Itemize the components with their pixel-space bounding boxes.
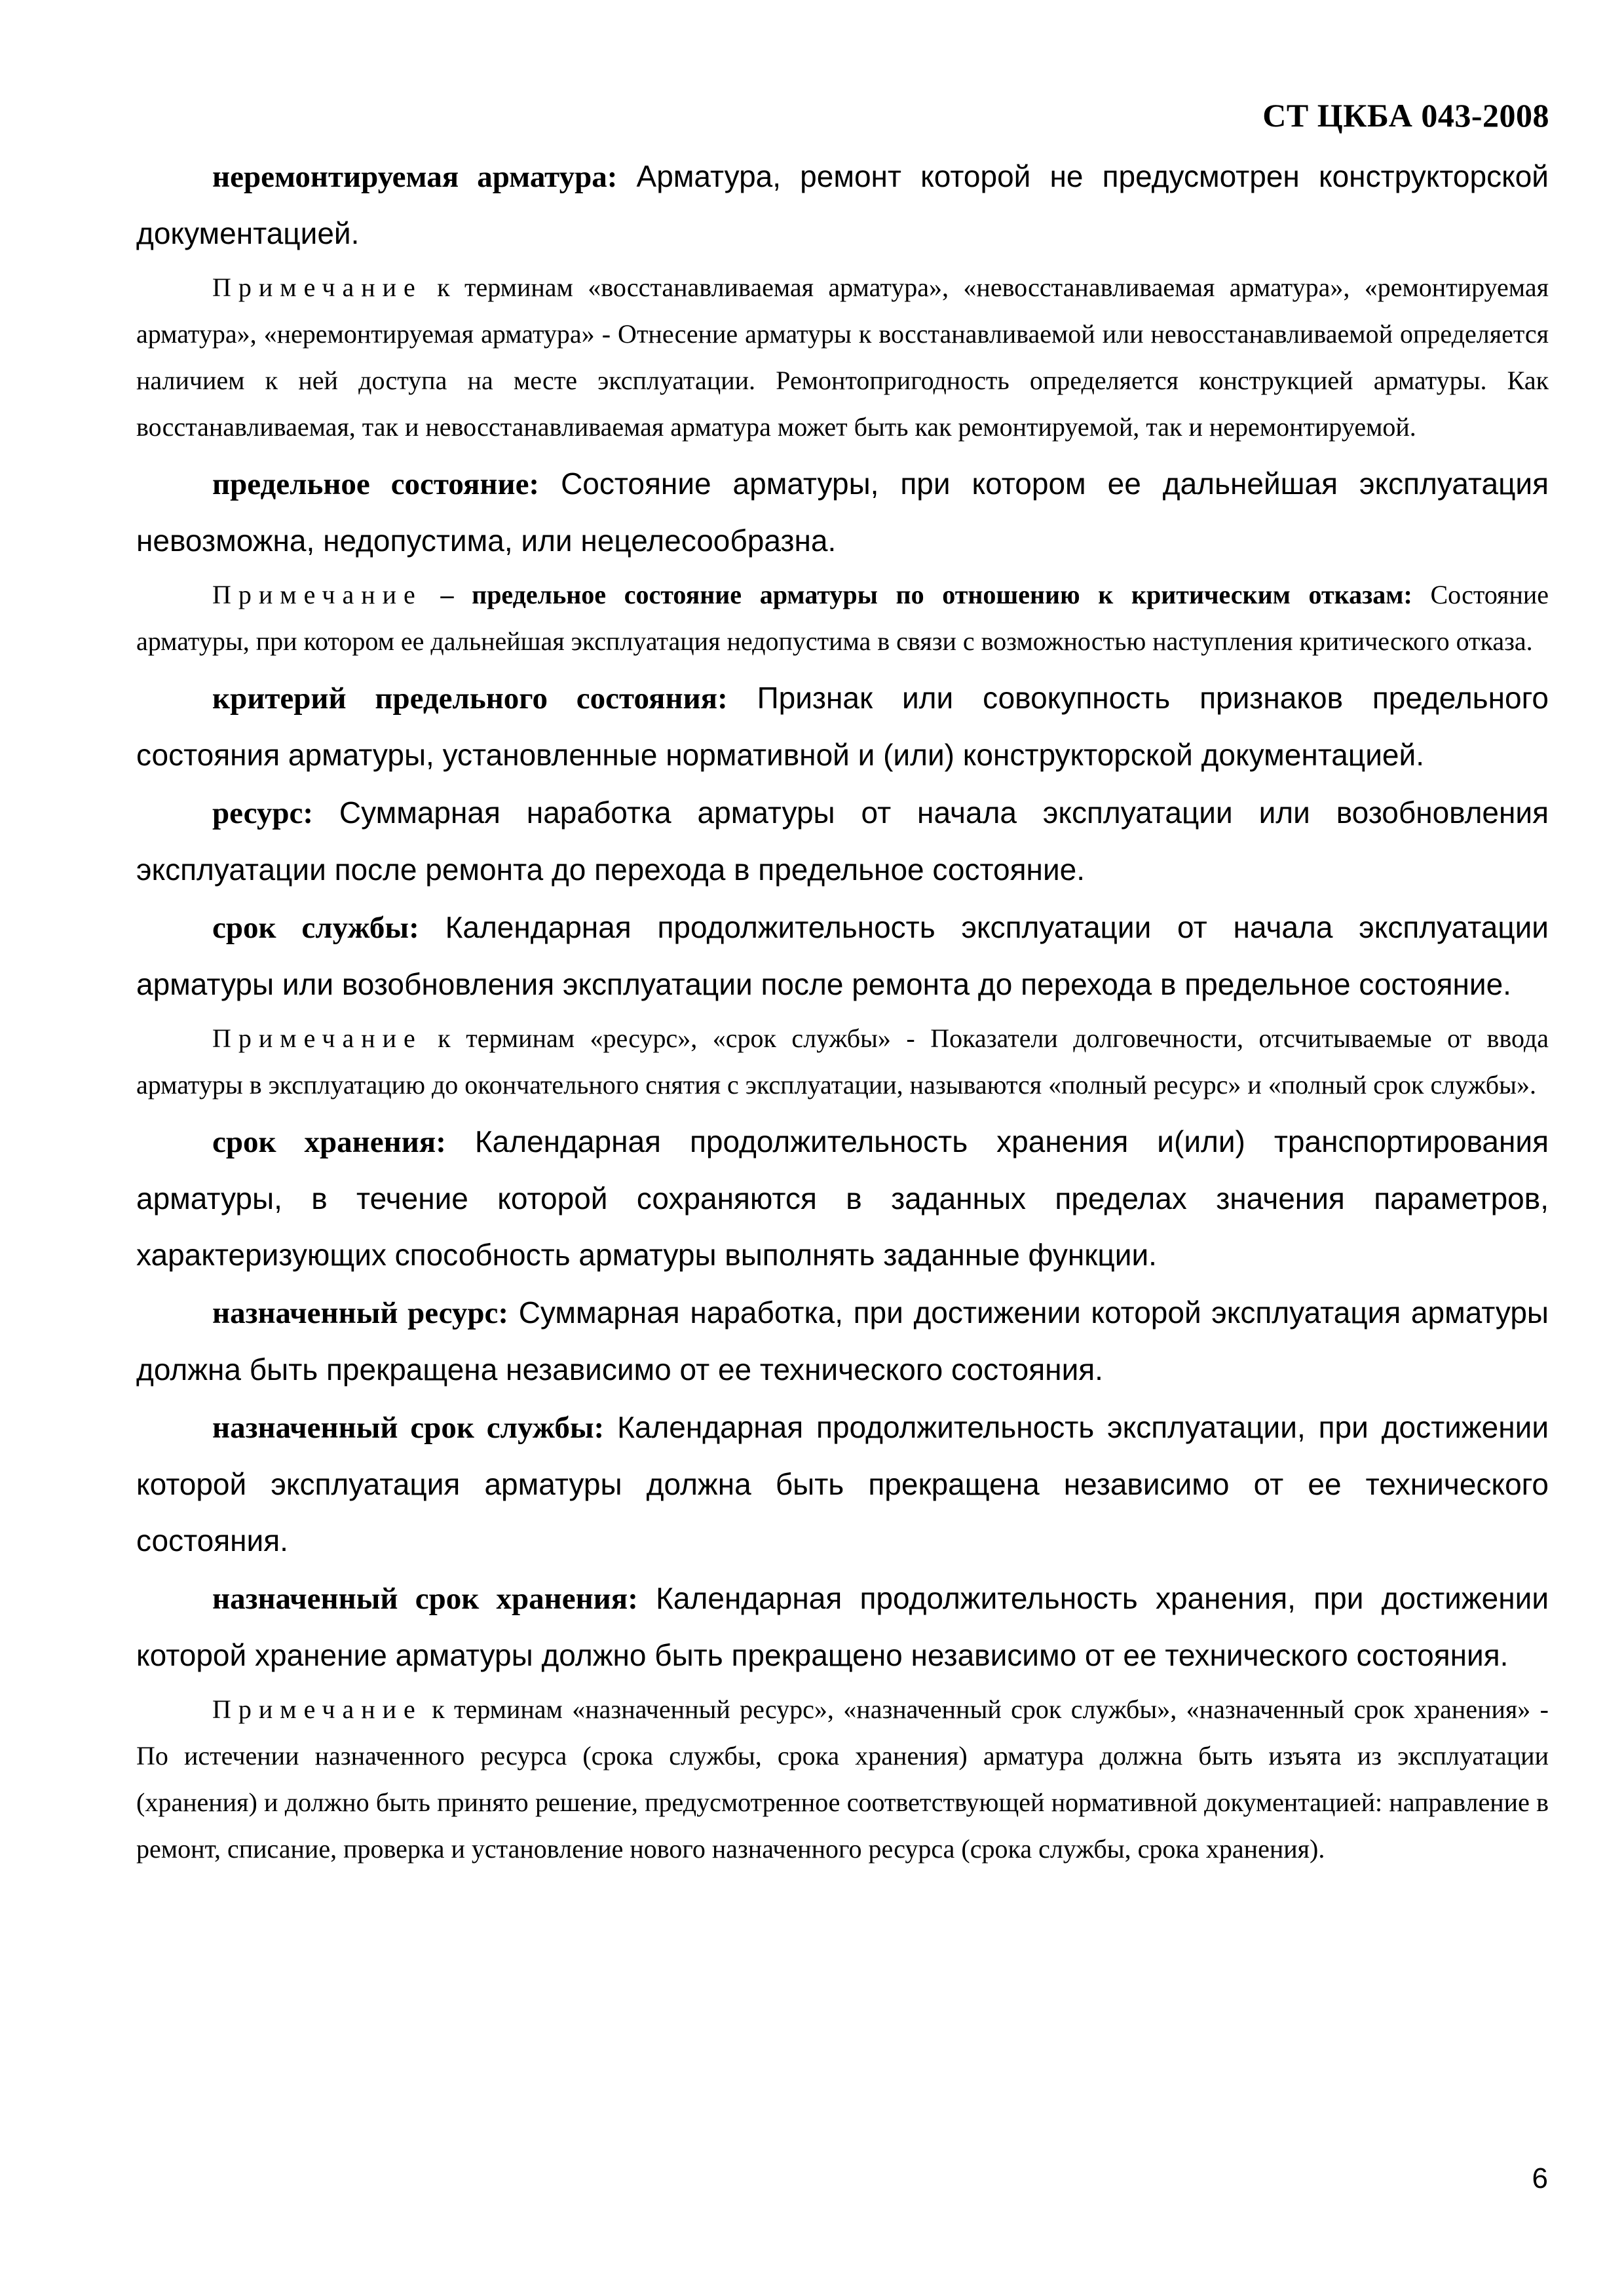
term-name: назначенный срок службы: — [212, 1411, 605, 1445]
term-definition — [136, 1113, 1549, 1283]
term-text: Суммарная наработка, при достижении которой эксплуатация арматуры должна быть прекращена независимо от ее технического состояния. — [136, 1295, 1549, 1387]
term-text: Календарная продолжительность хранения и(или) транспортирования арматуры, в течение которой сохраняются в заданных пределах значения параметров, характеризующих способность арматуры выполнять заданные функции. — [136, 1124, 1549, 1272]
note-bold-text: – предельное состояние арматуры по отношению к критическим отказам: — [440, 580, 1412, 609]
term-text: Календарная продолжительность хранения, при достижении которой хранение арматуры должно быть прекращено независимо от ее технического состояния. — [136, 1581, 1549, 1672]
term-definition — [136, 148, 1549, 261]
term-name: срок службы: — [212, 911, 419, 945]
term-definition — [136, 784, 1549, 898]
note-label: Примечание — [212, 273, 423, 302]
note-paragraph — [136, 571, 1549, 664]
term-name: назначенный ресурс: — [212, 1296, 509, 1330]
term-text: Признак или совокупность признаков предельного состояния арматуры, установленные нормативной и (или) конструкторской документацией. — [136, 681, 1549, 772]
term-name: ресурс: — [212, 796, 313, 830]
term-name: неремонтируемая арматура: — [212, 160, 618, 194]
term-definition — [136, 899, 1549, 1012]
note-label: Примечание — [212, 1024, 423, 1053]
note-text: к терминам «восстанавливаемая арматура», «невосстанавливаемая арматура», «ремонтируемая арматура», «неремонтируемая арматура» - Отнесение арматуры к восстанавливаемой или невосстанавливаемой определяется наличием к ней доступа на месте эксплуатации. Ремонтопригодность определяется конструкцией арматуры. Как восстанавливаемая, так и невосстанавливаемая арматура может быть как ремонтируемой, так и неремонтируемой. — [136, 273, 1549, 442]
note-paragraph — [136, 1686, 1549, 1872]
page-number: 6 — [1532, 2162, 1548, 2194]
term-definition — [136, 1399, 1549, 1569]
note-label: Примечание — [212, 1694, 423, 1724]
term-definition — [136, 670, 1549, 783]
note-paragraph — [136, 264, 1549, 450]
term-name: предельное состояние: — [212, 467, 540, 501]
term-text: Суммарная наработка арматуры от начала эксплуатации или возобновления эксплуатации после ремонта до перехода в предельное состояние. — [136, 795, 1549, 887]
note-label: Примечание — [212, 580, 423, 609]
note-paragraph — [136, 1015, 1549, 1108]
document-code: СТ ЦКБА 043-2008 — [1262, 97, 1549, 134]
document-body — [136, 148, 1549, 1877]
term-name: срок хранения: — [212, 1125, 446, 1159]
note-text: Состояние арматуры, при котором ее дальнейшая эксплуатация недопустима в связи с возможностью наступления критического отказа. — [136, 580, 1549, 656]
term-text: Календарная продолжительность эксплуатации, при достижении которой эксплуатация арматуры должна быть прекращена независимо от ее технического состояния. — [136, 1410, 1549, 1558]
term-name: назначенный срок хранения: — [212, 1582, 638, 1616]
note-text: к терминам «ресурс», «срок службы» - Показатели долговечности, отсчитываемые от ввода арматуры в эксплуатацию до окончательного снятия с эксплуатации, называются «полный ресурс» и «полный срок службы». — [136, 1024, 1549, 1100]
term-text: Арматура, ремонт которой не предусмотрен конструкторской документацией. — [136, 159, 1549, 250]
term-definition — [136, 1284, 1549, 1398]
term-text: Состояние арматуры, при котором ее дальнейшая эксплуатация невозможна, недопустима, или нецелесообразна. — [136, 467, 1549, 558]
term-definition — [136, 1570, 1549, 1683]
note-text: к терминам «назначенный ресурс», «назначенный срок службы», «назначенный срок хранения» - По истечении назначенного ресурса (срока службы, срока хранения) арматура должна быть изъята из эксплуатации (хранения) и должно быть принято решение, предусмотренное соответствующей нормативной документацией: направление в ремонт, списание, проверка и установление нового назначенного ресурса (срока службы, срока хранения). — [136, 1694, 1549, 1864]
term-text: Календарная продолжительность эксплуатации от начала эксплуатации арматуры или возобновления эксплуатации после ремонта до перехода в предельное состояние. — [136, 910, 1549, 1001]
term-name: критерий предельного состояния: — [212, 681, 728, 716]
term-definition — [136, 455, 1549, 569]
